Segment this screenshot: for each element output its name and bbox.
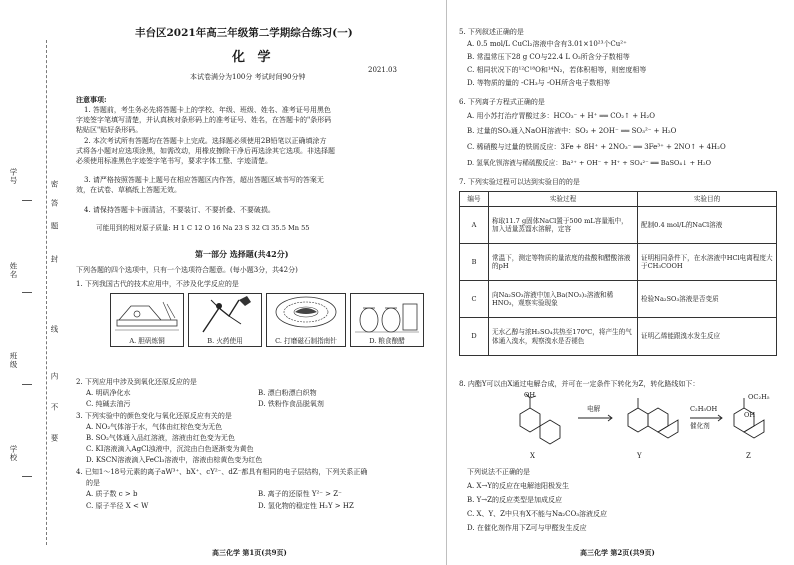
q3-option-b: B. SO₂气体通入品红溶液，溶液由红色变为无色	[86, 434, 235, 442]
q4-stem-cont: 的是	[86, 479, 100, 487]
seal-char: 要	[50, 434, 59, 443]
q1-option-b: B. 火药使用	[207, 337, 243, 345]
q5-option-b: B. 常温常压下28 g CO与22.4 L O₂所含分子数相等	[467, 53, 630, 61]
q7-experiment-table	[459, 191, 777, 356]
row-goal: 证明相同条件下，在水溶液中HCl电离程度大于CH₃COOH	[638, 244, 777, 281]
q3-option-a: A. NO₂气体溶于水，气体由红棕色变为无色	[86, 423, 223, 431]
q5-option-d: D. 等物质的量的 -CH₃与 -OH所含电子数相等	[467, 79, 611, 87]
q4-option-b: B. 离子的还原性 Y²⁻ > Z⁻	[258, 490, 342, 498]
q1-option-c-picture	[266, 293, 346, 347]
seal-char: 线	[50, 325, 59, 334]
q8-option-b: B. Y→Z的反应类型是加成反应	[467, 496, 562, 504]
field-school: 学校	[9, 445, 18, 462]
field-line	[22, 200, 32, 201]
row-procedure: 称取11.7 g固体NaCl置于500 mL容量瓶中，加入适量蒸馏水溶解，定容	[489, 207, 638, 244]
field-name: 姓名	[9, 262, 18, 279]
note-line: 1. 答题前，考生务必先将答题卡上的学校、年级、班级、姓名、准考证号用黑色	[84, 106, 331, 114]
q6-option-c: C. 稀硝酸与过量的铁屑反应：3Fe + 8H⁺ + 2NO₃⁻ ══ 3Fe³⁺ + 2NO↑ + 4H₂O	[467, 143, 726, 151]
note-line: 式将各小题对应选项涂黑，如需改动，用橡皮擦除干净后再选涂其它选项。非选择题	[76, 147, 335, 155]
note-line: 4. 请保持答题卡卡面清洁，不要装订、不要折叠、不要破损。	[84, 206, 275, 214]
row-key: A	[460, 207, 489, 244]
q4-option-a: A. 质子数 c > b	[86, 490, 138, 498]
q4-option-c: C. 原子半径 X < W	[86, 502, 149, 510]
q2-option-a: A. 明矾净化水	[86, 389, 131, 397]
table-row	[460, 318, 777, 356]
q5-option-a: A. 0.5 mol/L CuCl₂溶液中含有3.01×10²³个Cu²⁺	[467, 40, 627, 48]
gunpowder-illustration	[189, 294, 261, 336]
q8-option-c: C. X、Y、Z中只有X不能与Na₂CO₃溶液反应	[467, 510, 608, 518]
column-header: 实验过程	[489, 192, 638, 207]
q8-stem: 8. 内酯Y可以由X通过电解合成，并可在一定条件下转化为Z，转化路线如下：	[459, 380, 700, 388]
table-row	[460, 281, 777, 318]
seal-char: 内	[50, 372, 59, 381]
seal-char: 答	[50, 199, 59, 208]
q5-stem: 5. 下列叙述正确的是	[459, 28, 524, 36]
compass-illustration	[267, 294, 345, 336]
label-y: Y	[637, 452, 642, 460]
q7-stem: 7. 下列实验过程可以达到实验目的的是	[459, 178, 580, 186]
reaction-arrow-1	[578, 415, 612, 421]
note-line: 3. 请严格按照答题卡上题号在相应答题区内作答，超出答题区域书写的答案无	[84, 176, 324, 184]
page-footer-1: 高三化学 第1页(共9页)	[212, 548, 287, 557]
q1-stem: 1. 下列我国古代的技术应用中，不涉及化学反应的是	[76, 280, 239, 288]
seal-char: 不	[50, 403, 59, 412]
field-class: 班级	[9, 352, 18, 369]
q1-option-b-picture	[188, 293, 262, 347]
seal-char: 密	[50, 180, 59, 189]
notes-heading: 注意事项:	[76, 95, 107, 104]
q1-option-d-picture	[350, 293, 424, 347]
note-line: 粘贴区"贴好条形码。	[76, 126, 143, 134]
q2-option-c: C. 纯碱去油污	[86, 400, 131, 408]
q1-option-c: C. 打磨磁石制指南针	[275, 337, 337, 345]
q6-option-d: D. 氢氧化钡溶液与稀硫酸反应：Ba²⁺ + OH⁻ + H⁺ + SO₄²⁻ ══ BaSO₄↓ + H₂O	[467, 159, 712, 167]
row-goal: 证明乙烯能跟溴水发生反应	[638, 318, 777, 356]
row-procedure: 无水乙醇与浓H₂SO₄共热至170℃，将产生的气体通入溴水，观察溴水是否褪色	[489, 318, 638, 356]
row-goal: 配制0.4 mol/L的NaCl溶液	[638, 207, 777, 244]
q1-option-d: D. 粮食酿醋	[369, 337, 405, 345]
column-header: 编号	[460, 192, 489, 207]
field-line	[22, 384, 32, 385]
q8-option-a: A. X→Y的反应在电解池阳极发生	[467, 482, 569, 490]
q1-option-a: A. 胆矾炼铜	[129, 337, 165, 345]
row-key: B	[460, 244, 489, 281]
label-x: X	[530, 452, 535, 460]
note-line: 效，在试卷、草稿纸上答题无效。	[76, 186, 181, 194]
seal-char: 封	[50, 255, 59, 264]
note-line: 必须使用标准黑色字迹签字笔书写，要求字体工整、字迹清楚。	[76, 157, 272, 165]
part1-intro: 下列各题的四个选项中，只有一个选项符合题意。(每小题3分，共42分)	[76, 266, 298, 274]
field-line	[22, 476, 32, 477]
q6-option-a: A. 用小苏打治疗胃酸过多：HCO₃⁻ + H⁺ ══ CO₂↑ + H₂O	[467, 112, 655, 120]
q8-sub: 下列说法不正确的是	[467, 468, 530, 476]
row-key: D	[460, 318, 489, 356]
row-goal: 检验Na₂SO₃溶液是否变质	[638, 281, 777, 318]
table-header-row	[460, 192, 777, 207]
q4-option-d: D. 氢化物的稳定性 H₂Y > HZ	[258, 502, 354, 510]
q4-stem: 4. 已知1～18号元素的离子aW³⁺、bX⁺、cY²⁻、dZ⁻都具有相同的电子层结构，下列关系正确	[76, 468, 368, 476]
arrow2-label-top: C₂H₅OH	[690, 405, 718, 413]
seal-char: 题	[50, 222, 59, 231]
binding-dashed-line	[46, 40, 47, 545]
exam-date: 2021.03	[368, 66, 397, 74]
field-line	[22, 292, 32, 293]
label-z: Z	[746, 452, 751, 460]
q6-option-b: B. 过量的SO₂通入NaOH溶液中：SO₂ + 2OH⁻ ══ SO₃²⁻ + H₂O	[467, 127, 677, 135]
q2-stem: 2. 下列应用中涉及到氧化还原反应的是	[76, 378, 197, 386]
row-procedure: 常温下，测定等物质的量浓度的盐酸和醋酸溶液的pH	[489, 244, 638, 281]
exam-title: 丰台区2021年高三年级第二学期综合练习(一)	[135, 27, 353, 39]
page-footer-2: 高三化学 第2页(共9页)	[580, 548, 655, 557]
arrow2-label-bottom: 催化剂	[690, 422, 710, 430]
q6-stem: 6. 下列离子方程式正确的是	[459, 98, 545, 106]
field-student-id: 学号	[9, 168, 18, 185]
q2-option-d: D. 铁粉作食品脱氧剂	[258, 400, 324, 408]
reaction-arrow-2	[690, 415, 722, 421]
exam-info: 本试卷满分为100分 考试时间90分钟	[190, 73, 306, 81]
x-group-oh: OH	[524, 391, 536, 399]
molecule-x-structure	[520, 394, 560, 444]
note-line: 字迹签字笔填写清楚，并认真核对条形码上的准考证号、姓名，在答题卡的"条形码	[76, 116, 332, 124]
molecule-y-structure	[628, 398, 678, 438]
q2-option-b: B. 漂白粉漂白织物	[258, 389, 317, 397]
q3-option-d: D. KSCN溶液滴入FeCl₃溶液中，溶液由棕黄色变为红色	[86, 456, 263, 464]
arrow1-label: 电解	[587, 405, 601, 413]
q5-option-c: C. 相同状况下的¹²C¹⁸O和¹⁴N₂，若体积相等，则密度相等	[467, 66, 647, 74]
vinegar-brewing-illustration	[351, 294, 423, 336]
copper-smelting-illustration	[111, 294, 183, 336]
column-header: 实验目的	[638, 192, 777, 207]
subject-title: 化 学	[232, 50, 275, 65]
q3-option-c: C. KI溶液滴入AgCl浊液中，沉淀由白色逐渐变为黄色	[86, 445, 254, 453]
part1-heading: 第一部分 选择题(共42分)	[195, 249, 289, 259]
q3-stem: 3. 下列实验中的颜色变化与氧化还原反应有关的是	[76, 412, 232, 420]
row-procedure: 向Na₂SO₃溶液中加入Ba(NO₃)₂溶液和稀HNO₃，观察实验现象	[489, 281, 638, 318]
q1-option-a-picture	[110, 293, 184, 347]
z-group-oh: OH	[744, 411, 756, 419]
table-row	[460, 244, 777, 281]
table-row	[460, 207, 777, 244]
z-group-oet: OC₂H₅	[748, 393, 770, 401]
row-key: C	[460, 281, 489, 318]
atomic-masses: 可能用到的相对原子质量: H 1 C 12 O 16 Na 23 S 32 Cl 35.5 Mn 55	[96, 224, 310, 232]
note-line: 2. 本次考试所有答题均在答题卡上完成。选择题必须使用2B铅笔以正确填涂方	[84, 137, 327, 145]
q8-option-d: D. 在催化剂作用下Z可与甲醛发生反应	[467, 524, 587, 532]
